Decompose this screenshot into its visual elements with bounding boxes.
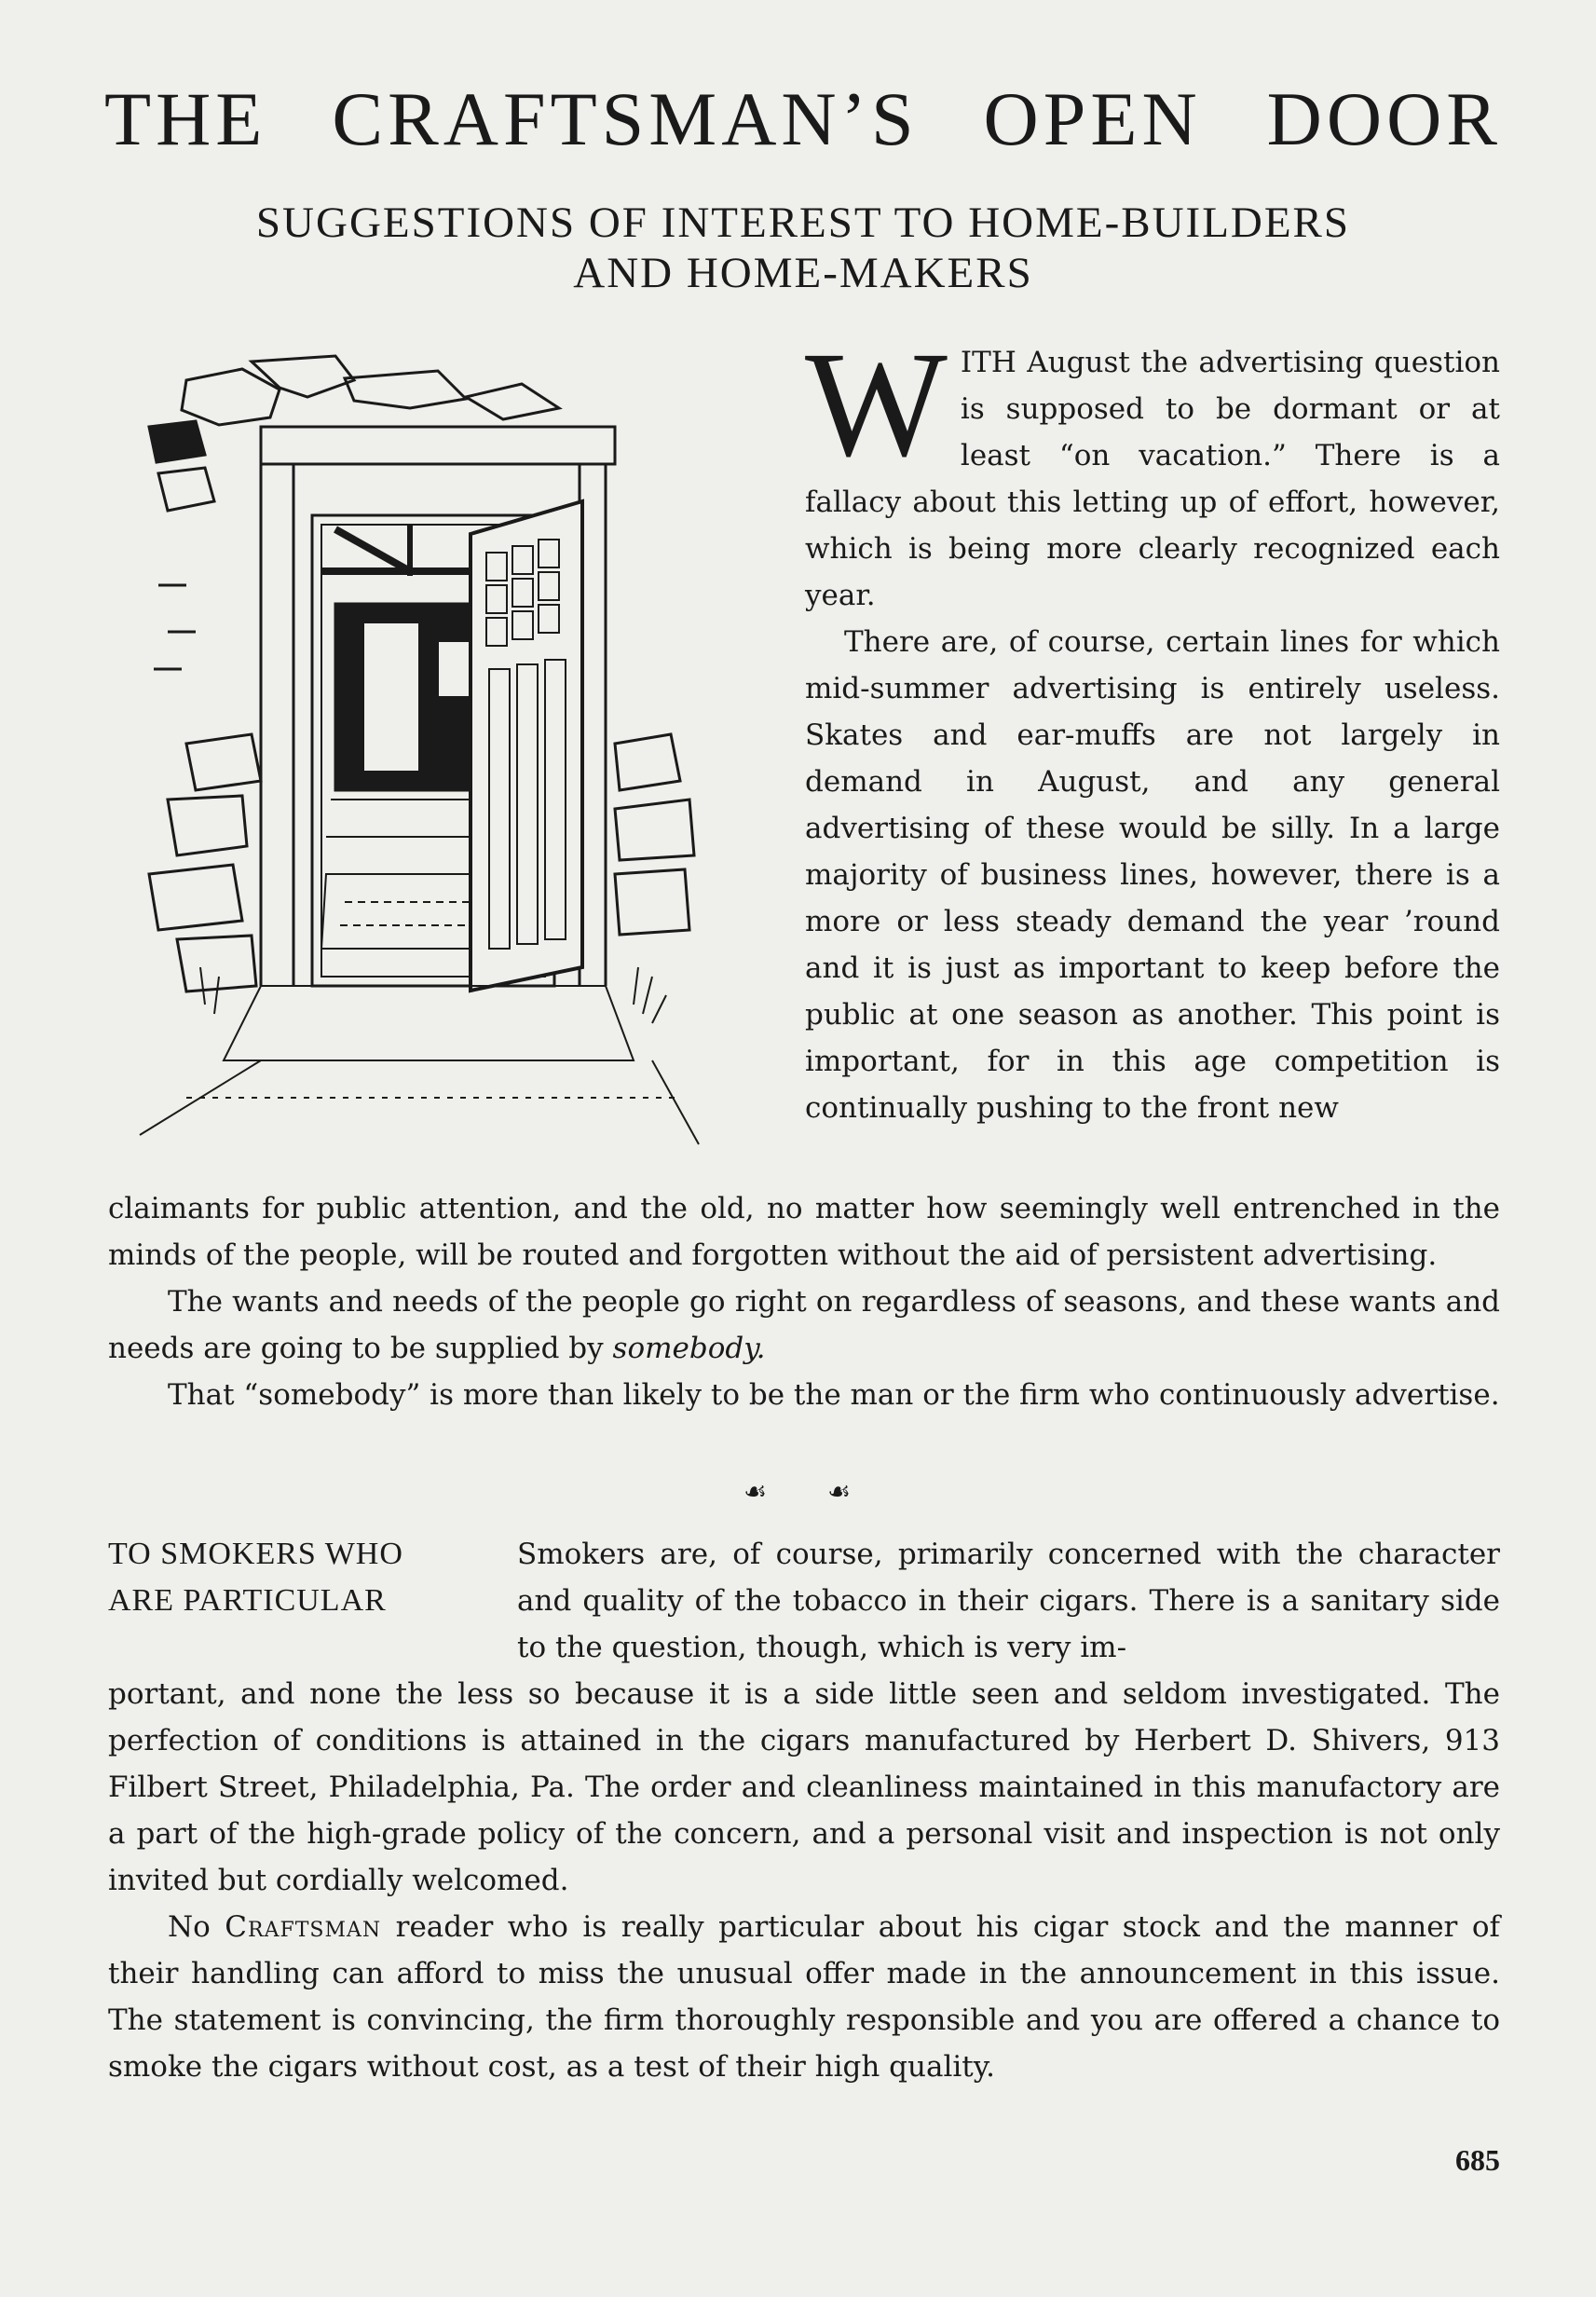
smokers-paragraph-body xyxy=(108,1671,1500,2090)
article-continuation xyxy=(108,1185,1500,1418)
article-paragraph-2-start: There are, of course, certain lines for which mid-summer advertising is entirely useless. Skates and ear-muffs are not largely in demand in August, and any general advertising of these would be silly. In a large majority of business lines, however, there is a more or less steady demand the year ’round and it is just as important to keep before the public at one season as another. This point is important, for in this age competition is continually pushing to the front new xyxy=(805,625,1500,1125)
smokers-paragraph-2-start: No xyxy=(168,1910,211,1944)
article-paragraph-3-emphasis: somebody. xyxy=(612,1332,766,1365)
smokers-heading-line-1: TO SMOKERS WHO xyxy=(108,1537,403,1571)
smokers-paragraph-2 xyxy=(108,1904,1500,2090)
craftsman-name: Craftsman xyxy=(225,1910,382,1944)
page-subtitle xyxy=(104,198,1502,298)
article-paragraph-1 xyxy=(805,321,1500,619)
smokers-paragraph-1-head: Smokers are, of course, primarily concerned with the character and quality of the tobacco in their cigars. There is a sanitary side to the question, though, which is very im- xyxy=(517,1538,1500,1664)
article-intro xyxy=(805,321,1500,1131)
smokers-paragraph-1-rest: portant, and none the less so because it is a side little seen and seldom investigated. The perfection of conditions is attained in the cigars manufactured by Herbert D. Shivers, 913 Filbert Street, Philadelphia, Pa. The order and cleanliness maintained in this manufactory are a part of the high-grade policy of the concern, and a personal visit and inspection is not only invited but cordially welcomed. xyxy=(108,1677,1500,1897)
subtitle-line-1: SUGGESTIONS OF INTEREST TO HOME-BUILDERS xyxy=(255,198,1351,247)
article-paragraph-4: That “somebody” is more than likely to be the man or the firm who continuously advertise. xyxy=(168,1378,1500,1412)
page-number: 685 xyxy=(1455,2143,1500,2177)
article-paragraph-2-end: claimants for public attention, and the old, no matter how seemingly well entrenched in the minds of the people, will be routed and forgotten without the aid of persistent advertising. xyxy=(108,1192,1500,1272)
article-paragraph-3-text: The wants and needs of the people go right on regardless of seasons, and these wants and needs are going to be supplied by xyxy=(108,1285,1500,1365)
drop-cap: W xyxy=(805,321,948,488)
smokers-paragraph-2-rest: reader who is really particular about his cigar stock and the manner of their handling can afford to miss the unusual offer made in the announcement in this issue. The statement is convincing, the firm thoroughly responsible and you are offered a chance to smoke the cigars without cost, as a test of their high quality. xyxy=(108,1910,1500,2084)
smokers-section-heading xyxy=(108,1531,499,1624)
smokers-paragraph-head xyxy=(517,1531,1500,1671)
open-door-illustration xyxy=(130,352,710,1172)
article-paragraph-1-text: ITH August the advertising question is supposed to be dormant or at least “on vacation.” There is a fallacy about this letting up of effort, however, which is being more clearly recognized each year. xyxy=(805,346,1500,612)
article-paragraph-3 xyxy=(108,1278,1500,1372)
section-separator-ornament: ☙ ☙ xyxy=(743,1476,878,1507)
smokers-heading-line-2: ARE PARTICULAR xyxy=(108,1583,387,1618)
door-drawing xyxy=(130,352,710,1172)
page-title: THE CRAFTSMAN’S OPEN DOOR xyxy=(104,76,1502,161)
subtitle-line-2: AND HOME-MAKERS xyxy=(573,249,1033,297)
